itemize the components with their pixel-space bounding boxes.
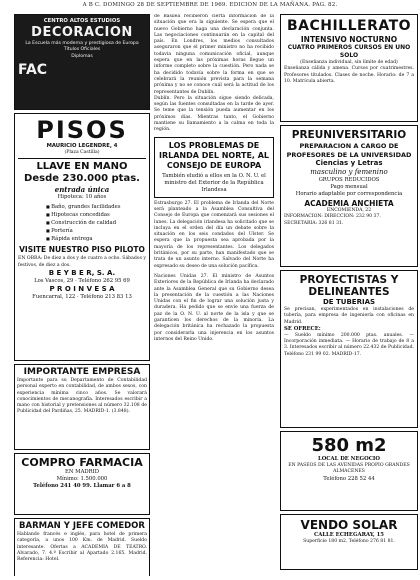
pisos-hipoteca: Hipoteca: 10 años (57, 194, 107, 201)
farmacia-title: COMPRO FARMACIA (21, 456, 143, 469)
pisos-llave: LLAVE EN MANO (36, 161, 128, 173)
feature-item: ■ Rápida entrega (46, 235, 146, 243)
preu-sub1: PREPARACION A CARGO DE PROFESORES DE LA UNIVERSIDAD (286, 142, 412, 159)
feature-item: ■ Construcción de calidad (46, 219, 146, 227)
feature-item: ■ Portería (46, 227, 146, 235)
pisos-address: MAURICIO LEGENDRE, 4 (46, 143, 118, 149)
farmacia-ad (14, 453, 150, 515)
irlanda-headline: LOS PROBLEMAS DE IRLANDA DEL NORTE, AL CONSEJO DE EUROPA (158, 140, 270, 170)
irlanda-headline-box (154, 137, 274, 198)
proyectistas-ad (280, 270, 418, 428)
pisos-features (38, 203, 146, 243)
proy-title: PROYECTISTAS Y DELINEANTES (299, 274, 399, 298)
deco-line: La Escuela más moderna y prestigiosa de Europa (25, 41, 139, 46)
empresa-title: IMPORTANTE EMPRESA (23, 367, 141, 377)
pisos-title: PISOS (36, 116, 128, 144)
preu-sub3: masculino y femenino (310, 168, 388, 176)
column-right (280, 14, 418, 576)
pisos-entrada: entrada única (54, 185, 110, 195)
deco-line: Diplomas (71, 53, 93, 59)
bach-body2: Enseñanza cálida y amena. Cursos por cuatrimestres. Profesores titulados. Clases de noche. Horario: de 7 a 10. Matrícula abierta. (284, 66, 414, 84)
article-continued: de Basilea recibieron cierta información de la situación que era la siguiente. Se espera que el nuevo Gobierno haga una declaración conjunta. Las negociaciones continuarán en la capital del país. En Londres, los medios consultados aseguraron que el primer ministro no ha recibido todavía ninguna comunicación oficial, aunque espera que en las próximas horas llegue un informe completo sobre la cuestión. Pero nada se ha decidido todavía sobre la forma en que se celebrará la reunión prevista para la semana próxima y no se conoce cuál será la actitud de los representantes de Dublín. (154, 14, 274, 95)
proy-body2: — Sueldo mínimo 200.000 ptas. anuales. — Incorporación inmediata. — Horario de trabajo de 8 a 3. Interesados escribir al número 22.432 de Publicidad. Teléfono 231 99 02. MADRID-17. (284, 332, 414, 357)
m2-title: 580 m2 (311, 435, 387, 456)
pisos-area: (Plaza Castilla) (64, 150, 100, 155)
preu-addr: ENCOMIENDA, 22 (326, 208, 372, 213)
feature-item: ■ Baño, grandes facilidades (46, 203, 146, 211)
page-header: A B C. DOMINGO 28 DE SEPTIEMBRE DE 1969. EDICION DE LA MAÑANA. PAG. 82. (82, 2, 338, 8)
vendo-solar-ad (280, 514, 418, 570)
pisos-fuencarral: Fuencarral, 122 · Teléfono 213 83 13 (32, 293, 132, 300)
solar-title: VENDO SOLAR (300, 518, 398, 532)
column-center (154, 14, 274, 576)
pisos-visite: VISITE NUESTRO PISO PILOTO (19, 245, 145, 255)
deco-line: Títulos Oficiales (63, 47, 101, 53)
proy-ofrece: SE OFRECE: (284, 325, 321, 332)
pisos-obra: EN OBRA: De diez a dos y de cuatro a ocho. Sábados y festivos, de diez a dos. (18, 256, 146, 268)
m2-sub2: EN PASEOS DE LAS AVENIDAS PROPIO GRANDES ALMACENES (288, 463, 410, 475)
article-bridge: Dublín. Pero la situación sigue siendo delicada, según las fuentes consultadas en la tarde de ayer. Se teme que la tensión pueda aumentar en los próximos días. Mientras tanto, el Gobierno mantiene su llamamiento a la calma en toda la región. (154, 95, 274, 133)
fac-logo: FAC (18, 61, 48, 78)
preu-title: PREUNIVERSITARIO (291, 129, 407, 141)
feature-item: ■ Hipotecas concedidas (46, 211, 146, 219)
article-naciones-unidas: Naciones Unidas 27. El ministro de Asuntos Exteriores de la República de Irlanda ha declarado ante la Asamblea General que su Gobierno desea la presentación de la cuestión a las Naciones Unidas con el fin de lograr una solución justa y duradera. Ha pedido que se envíe una fuerza de paz de la O. N. U. al norte de la isla y que se garanticen los derechos de la minoría. La delegación británica ha rechazado la propuesta por considerarla una injerencia en los asuntos internos del Reino Unido. (154, 273, 274, 342)
preu-horario: Horario adaptable por correspondencia (295, 191, 403, 197)
preuniversitario-ad (280, 125, 418, 267)
pisos-desde: Desde 230.000 ptas. (24, 173, 140, 185)
proy-sub: DE TUBERIAS (322, 298, 376, 306)
pisos-beyber: B E Y B E R, S. A. (48, 268, 116, 277)
bach-body1: (Enseñanza individual, sin límite de edad) (300, 60, 398, 65)
column-left (14, 14, 150, 576)
irlanda-subhead: También eludió a ellos en la O. N. U. el ministro del Exterior de la República Irlandesa (162, 172, 266, 193)
barman-body: Hablando francés e inglés, para hotel de primera categoría, a unos 100 Km. de Madrid. Sueldo interesante. Ofertas a ACADEMIA DE TEATRO. Alvarado, 7. 4.º Escribir al Apartado 2.165. Madrid. Referencia: Hotel. (17, 532, 147, 563)
local-580-ad (280, 431, 418, 511)
farmacia-tel: Teléfono 241 40 99. Llamar 6 a 8 (33, 483, 131, 489)
farmacia-city: EN MADRID (64, 469, 99, 475)
pisos-ad (14, 113, 150, 361)
decoracion-ad (14, 14, 150, 110)
bach-title: BACHILLERATO (286, 18, 412, 34)
m2-tel: Teléfono 228 52 44 (323, 475, 375, 482)
empresa-body: Importante para su Departamento de Contabilidad personal experto en contabilidad, de ambos sexos, con experiencia mínima cinco años. Se valorará conocimientos de mecanografía. Interesados escribir a mano con historial y pretensiones al número 32.108 de Publicidad del Pardiñas, 25. MADRID-1. (3.848). (17, 378, 147, 415)
m2-sub1: LOCAL DE NEGOCIO (317, 456, 381, 462)
preu-info: INFORMACION: DIRECCION: 232 90 37. SECRETARIA: 326 81 31. (284, 214, 381, 226)
empresa-ad (14, 364, 150, 450)
bach-sub2: CUATRO PRIMEROS CURSOS EN UNO SOLO (287, 44, 411, 59)
solar-addr: CALLE ECHEGARAY, 15 (314, 532, 384, 538)
preu-academia: ACADEMIA ANCHIETA (304, 199, 394, 208)
article-estrasburgo: Estrasburgo 27. El problema de Irlanda del Norte será planteado a la Asamblea Consultiva del Consejo de Europa que comenzará sus sesiones el lunes. La delegación irlandesa ha solicitado que se incluya en el orden del día un debate sobre la situación en los seis condados del Ulster. Se espera que la propuesta sea aprobada por la mayoría de los representantes. Los delegados británicos, por su parte, han manifestado que se trata de un asunto interno. Salvado del Norte ha expresado su deseo de una solución pacífica. (154, 200, 274, 269)
preu-sub2: Ciencias y Letras (315, 159, 383, 167)
pisos-vascas: Los Vascos, 29 · Teléfono 262 95 69 (34, 277, 130, 284)
pisos-proinvesa: P R O I N V E S A (49, 284, 115, 293)
barman-title: BARMAN Y JEFE COMEDOR (19, 521, 145, 531)
bachillerato-ad (280, 14, 418, 122)
barman-ad (14, 518, 150, 576)
deco-top: CENTRO ALTOS ESTUDIOS (43, 18, 121, 24)
bach-sub1: INTENSIVO NOCTURNO (300, 35, 398, 44)
preu-grupos: GRUPOS REDUCIDOS (318, 177, 380, 183)
preu-pago: Pago mensual (330, 184, 368, 190)
proy-body1: Se precisan, experimentados en instalaciones de tubería, para empresa de ingeniería con oficinas en Madrid. (284, 307, 414, 325)
solar-info: Superficie 180 m2. Teléfono 276 81 81. (303, 539, 395, 544)
farmacia-minimo: Mínimo: 1.500.000 (56, 476, 108, 482)
deco-title: DECORACION (31, 25, 133, 40)
